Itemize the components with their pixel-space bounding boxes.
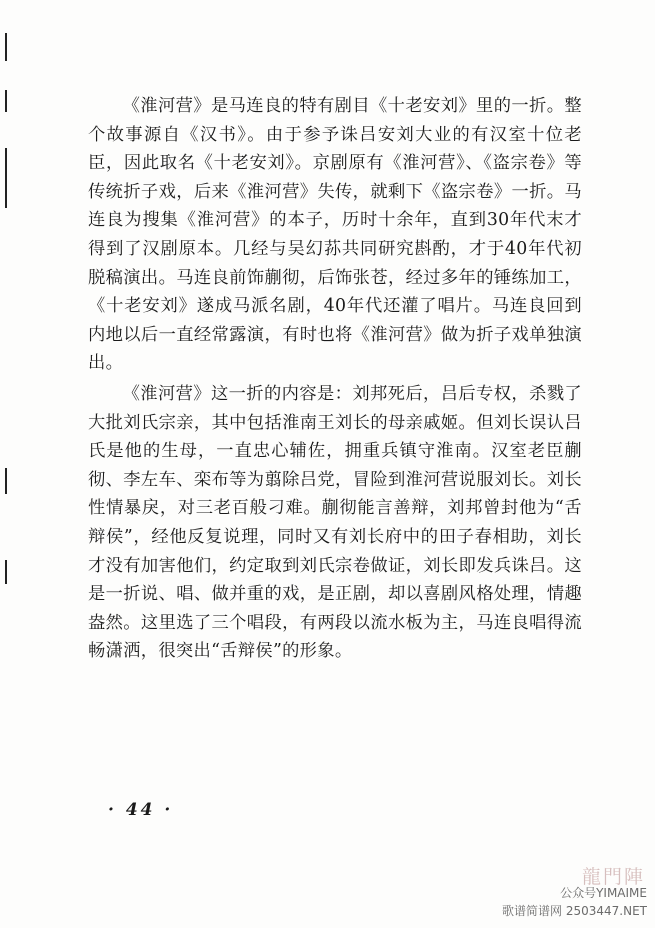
scan-edge-mark — [5, 148, 7, 208]
watermark-logo: 龍門陣 — [581, 866, 645, 888]
watermark — [499, 862, 649, 924]
scan-edge-mark — [5, 33, 7, 61]
watermark-site: 公众号YIMAIME — [560, 886, 647, 900]
paragraph-intro: 《淮河营》是马连良的特有剧目《十老安刘》里的一折。整个故事源自《汉书》。由于参予诛吕安刘大业的有汉室十位老臣，因此取名《十老安刘》。京剧原有《淮河营》、《盗宗卷》等传统折子戏，后来《淮河营》失传，就剩下《盗宗卷》一折。马连良为搜集《淮河营》的本子，历时十余年，直到30年代末才得到了汉剧原本。几经与吴幻荪共同研究斟酌，才于40年代初脱稿演出。马连良前饰蒯彻，后饰张苍，经过多年的锤练加工，《十老安刘》遂成马派名剧，40年代还灌了唱片。马连良回到内地以后一直经常露演，有时也将《淮河营》做为折子戏单独演出。 — [88, 96, 582, 374]
watermark-bottom: 歌谱简谱网 2503447.NET — [502, 904, 647, 918]
body-text — [88, 92, 582, 666]
scan-edge-mark — [5, 90, 7, 112]
scan-edge-mark — [5, 560, 7, 584]
scan-edge-mark — [5, 468, 7, 494]
paragraph-plot: 《淮河营》这一折的内容是：刘邦死后，吕后专权，杀戮了大批刘氏宗亲，其中包括淮南王刘长的母亲戚姬。但刘长误认吕氏是他的生母，一直忠心辅佐，拥重兵镇守淮南。汉室老臣蒯彻、李左车、栾布等为翦除吕党，冒险到淮河营说服刘长。刘长性情暴戾，对三老百般刁难。蒯彻能言善辩，刘邦曾封他为“舌辩侯”，经他反复说理，同时又有刘长府中的田子春相助，刘长才没有加害他们，约定取到刘氏宗卷做证，刘长即发兵诛吕。这是一折说、唱、做并重的戏，是正剧，却以喜剧风格处理，情趣盎然。这里选了三个唱段，有两段以流水板为主，马连良唱得流畅潇洒，很突出“舌辩侯”的形象。 — [88, 383, 582, 662]
page-number: · 44 · — [108, 800, 174, 820]
